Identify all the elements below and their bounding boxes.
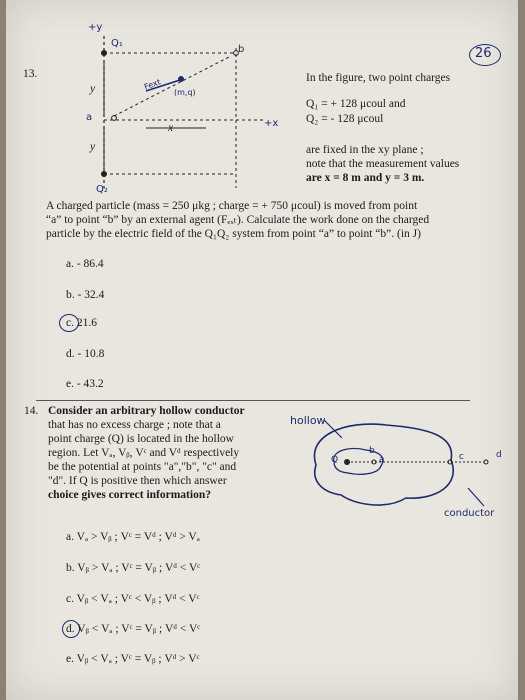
label-b: b	[238, 44, 245, 55]
label-a: a	[86, 112, 93, 123]
q14-stem-2: that has no excess charge ; note that a	[48, 419, 221, 431]
label-y-top: y	[90, 83, 96, 95]
q13-figure-line-2: Q₁ = + 128 μcoul and	[306, 98, 406, 110]
label-q1: Q₁	[111, 38, 123, 49]
question-divider	[36, 400, 470, 401]
q14-choice-c[interactable]: c. Vᵦ < Vₐ ; Vᶜ < Vᵦ ; Vᵈ < Vᶜ	[66, 593, 200, 605]
q14-stem-5: be the potential at points "a","b", "c" and	[48, 461, 237, 473]
q13-figure-line-3: Q₂ = - 128 μcoul	[306, 113, 384, 125]
q14-stem-3: point charge (Q) is located in the hollow	[48, 433, 234, 445]
q14-choice-a[interactable]: a. Vₐ > Vᵦ ; Vᶜ = Vᵈ ; Vᵈ > Vₐ	[66, 531, 200, 543]
q13-choice-a[interactable]: a. - 86.4	[66, 258, 104, 270]
page-number: 26	[475, 46, 492, 61]
q13-stem-1: A charged particle (mass = 250 μkg ; charge = + 750 μcoul) is moved from point	[46, 200, 418, 212]
exam-page	[6, 0, 518, 700]
label-b14: b	[369, 446, 375, 456]
label-d: d	[496, 450, 502, 460]
label-q: Q	[331, 455, 339, 465]
q13-number: 13.	[23, 68, 38, 80]
label-plus-x: +x	[264, 118, 279, 129]
q14-stem-7: choice gives correct information?	[48, 489, 211, 501]
label-a14: a	[379, 455, 385, 465]
q13-stem-2: “a” to point “b” by an external agent (Fₑₓₜ). Calculate the work done on the charged	[46, 214, 430, 226]
label-q2: Q₂	[96, 184, 108, 195]
label-plus-y: +y	[88, 22, 103, 33]
label-hollow: hollow	[290, 414, 326, 427]
q13-choice-d[interactable]: d. - 10.8	[66, 348, 105, 360]
q13-stem-3: particle by the electric field of the Q₁Q₂ system from point “a” to point “b”. (in J)	[46, 228, 421, 240]
q14-stem-1: Consider an arbitrary hollow conductor	[48, 405, 245, 417]
q1-charge	[101, 50, 107, 56]
q13-figure-line-5: note that the measurement values	[306, 158, 460, 170]
q13-choice-e[interactable]: e. - 43.2	[66, 378, 104, 390]
q13-figure-line-6: are x = 8 m and y = 3 m.	[306, 172, 425, 184]
label-fext: Fext	[142, 77, 162, 92]
q14-choice-b[interactable]: b. Vᵦ > Vₐ ; Vᶜ = Vᵦ ; Vᵈ < Vᶜ	[66, 562, 201, 574]
q13-choice-c[interactable]: c. 21.6	[66, 317, 97, 329]
q14-stem-6: "d". If Q is positive then which answer	[48, 475, 227, 487]
q13-figure-line-1: In the figure, two point charges	[306, 72, 451, 84]
label-conductor: conductor	[444, 508, 495, 519]
q2-charge	[101, 171, 107, 177]
label-y-bottom: y	[90, 141, 96, 153]
q14-choice-e[interactable]: e. Vᵦ < Vₐ ; Vᶜ = Vᵦ ; Vᵈ > Vᶜ	[66, 653, 200, 665]
q14-number: 14.	[24, 405, 39, 417]
q13-figure-line-4: are fixed in the xy plane ;	[306, 144, 424, 156]
q14-choice-d[interactable]: d. Vᵦ < Vₐ ; Vᶜ = Vᵦ ; Vᵈ < Vᶜ	[66, 623, 201, 635]
label-mq: (m,q)	[174, 88, 196, 97]
q13-choice-b[interactable]: b. - 32.4	[66, 289, 105, 301]
label-x: x	[168, 122, 174, 134]
label-c: c	[459, 452, 464, 462]
q14-stem-4: region. Let Vₐ, Vᵦ, Vᶜ and Vᵈ respectively	[48, 447, 240, 459]
